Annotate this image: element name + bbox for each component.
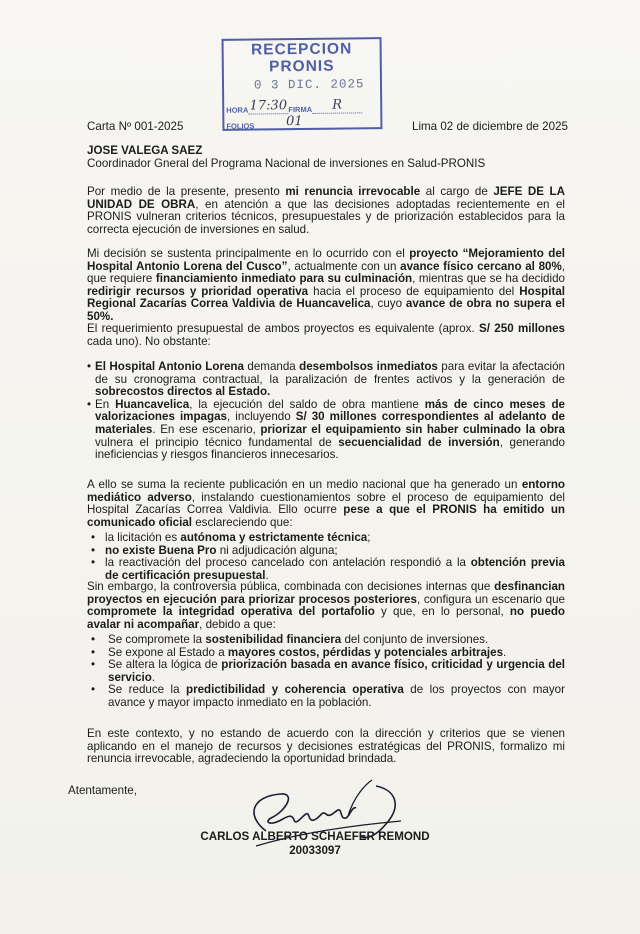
- stamp-folios-row: [226, 114, 334, 131]
- stamp-hora-value: 17:30: [249, 98, 288, 114]
- stamp-hora-row: [226, 97, 362, 114]
- list-item: • Se altera la lógica de priorización basada en avance físico, criticidad y urgencia del servicio.: [87, 659, 565, 684]
- list-item: • la reactivación del proceso cancelado con antelación respondió a la obtención previa de certificación presupuestal.: [87, 557, 565, 582]
- stamp-folios-value: 01: [285, 113, 303, 130]
- recipient-name: JOSE VALEGA SAEZ: [87, 144, 203, 157]
- stamp-firma-value: R: [332, 97, 343, 113]
- recipient-title: Coordinador Gneral del Programa Nacional de inversiones en Salud-PRONIS: [87, 157, 486, 170]
- paragraph-budget: El requerimiento presupuestal de ambos proyectos es equivalente (aprox. S/ 250 millones cada uno). No obstante:: [87, 322, 565, 348]
- list-item: • Se expone al Estado a mayores costos, pérdidas y potenciales arbitrajes.: [87, 647, 565, 660]
- projects-list: [87, 361, 565, 462]
- letter-place-date: Lima 02 de diciembre de 2025: [412, 120, 568, 133]
- list-item: • Se compromete la sostenibilidad financiera del conjunto de inversiones.: [87, 634, 565, 647]
- list-item: • En Huancavelica, la ejecución del saldo de obra mantiene más de cinco meses de valorizaciones impagas, incluyendo S/ 30 millones correspondientes al adelanto de materiales. En ese escenario, priorizar el equipamiento sin haber culminado la obra vulnera el principio técnico fundamental de secuencialidad de inversión, generando ineficiencias y riesgos financieros innecesarios.: [87, 399, 565, 462]
- list-item: • Se reduce la predictibilidad y coherencia operativa de los proyectos con mayor avance y mayor impacto inmediato en la población.: [87, 684, 565, 709]
- paragraph-controversy: Sin embargo, la controversia pública, combinada con decisiones internas que desfinancian proyectos en ejecución para priorizar procesos posteriores, configura un escenario que compromete la integridad operativa del portafolio y que, en lo personal, no puedo avalar ni acompañar, debido a que:: [87, 580, 565, 631]
- stamp-hora-label: HORA: [226, 105, 249, 115]
- consequences-list: [87, 634, 565, 710]
- stamp-subtitle: PRONIS: [269, 57, 335, 76]
- clarifications-list: [87, 532, 565, 582]
- list-item: • El Hospital Antonio Lorena demanda desembolsos inmediatos para evitar la afectación de su cronograma contractual, la paralización de frentes activos y la generación de sobrecostos directos al Estado.: [87, 361, 565, 399]
- paragraph-media: A ello se suma la reciente publicación en un medio nacional que ha generado un entorno mediático adverso, instalando cuestionamientos sobre el proceso de equipamiento del Hospital Zacarías Correa Valdivia. Ello ocurre pese a que el PRONIS ha emitido un comunicado oficial esclareciendo que:: [87, 478, 565, 529]
- signer-id: 20033097: [289, 844, 341, 857]
- list-item: • la licitación es autónoma y estrictamente técnica;: [87, 532, 565, 545]
- stamp-firma-label: FIRMA: [288, 104, 313, 115]
- signer-name: CARLOS ALBERTO SCHAEFER REMOND: [200, 830, 430, 843]
- closing-salutation: Atentamente,: [68, 784, 137, 797]
- stamp-title: RECEPCION: [250, 40, 353, 59]
- paragraph-conclusion: En este contexto, y no estando de acuerdo con la dirección y criterios que se vienen aplicando en el manejo de recursos y decisiones estratégicas del PRONIS, formalizo mi renuncia irrevocable, agradeciendo la oportunidad brindada.: [87, 727, 565, 766]
- reception-stamp: [222, 37, 383, 131]
- stamp-date: 0 3 DIC. 2025: [253, 77, 365, 93]
- letter-reference: Carta Nº 001-2025: [87, 120, 184, 133]
- paragraph-resignation: Por medio de la presente, presento mi renuncia irrevocable al cargo de JEFE DE LA UNIDAD DE OBRA, en atención a que las decisiones adoptadas recientemente en el PRONIS vulneran criterios técnicos, presupuestales y de priorización establecidos para la correcta ejecución de inversiones en salud.: [87, 185, 566, 236]
- list-item: • no existe Buena Pro ni adjudicación alguna;: [87, 545, 565, 558]
- stamp-folios-label: FOLIOS: [226, 121, 255, 131]
- paragraph-justification: Mi decisión se sustenta principalmente en lo ocurrido con el proyecto “Mejoramiento del Hospital Antonio Lorena del Cusco”, actualmente con un avance físico cercano al 80%, que requiere financiamiento inmediato para su culminación, mientras que se ha decidido redirigir recursos y prioridad operativa hacia el proceso de equipamiento del Hospital Regional Zacarías Correa Valdivia de Huancavelica, cuyo avance de obra no supera el 50%.: [87, 247, 566, 323]
